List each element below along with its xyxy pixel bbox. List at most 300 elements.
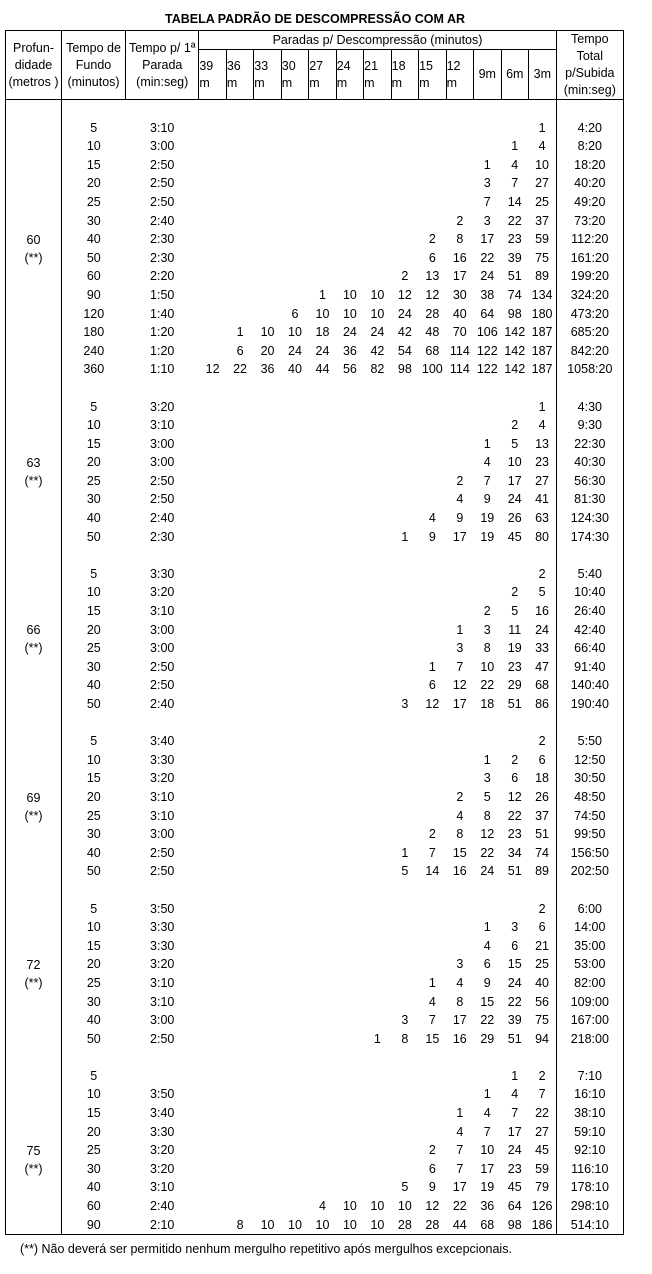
stop-cell bbox=[199, 639, 226, 658]
stop-cell bbox=[309, 119, 336, 138]
stop-cell: 24 bbox=[342, 325, 357, 340]
table-row bbox=[6, 174, 624, 193]
stop-cell: 1 bbox=[456, 622, 464, 637]
depth-cell bbox=[6, 119, 62, 138]
stop-cell: 5 bbox=[401, 864, 409, 879]
stop-cell bbox=[254, 193, 281, 212]
stop-cell: 56 bbox=[535, 994, 550, 1009]
table-row bbox=[6, 695, 624, 714]
stop-cell bbox=[254, 156, 281, 175]
stop-cell: 10 bbox=[254, 1216, 281, 1235]
stop-cell bbox=[336, 249, 363, 268]
header-total-ascent: Tempo Total p/Subida (min:seg) bbox=[556, 31, 623, 100]
first-stop-cell: 3:50 bbox=[150, 1087, 175, 1102]
stop-cell: 51 bbox=[507, 864, 522, 879]
first-stop-cell: 3:00 bbox=[150, 139, 175, 154]
table-row bbox=[6, 862, 624, 881]
stop-cell: 3 bbox=[456, 957, 464, 972]
stop-cell bbox=[254, 639, 281, 658]
stop-cell: 1 bbox=[483, 752, 491, 767]
bottom-time-cell: 50 bbox=[86, 250, 101, 265]
stop-cell: 5 bbox=[401, 1180, 409, 1195]
stop-cell bbox=[336, 1030, 363, 1049]
total-time-cell: 842:20 bbox=[556, 342, 623, 361]
table-row bbox=[6, 993, 624, 1012]
stop-cell: 10 bbox=[397, 1199, 412, 1214]
stop-cell bbox=[391, 212, 418, 231]
stop-cell: 187 bbox=[531, 343, 553, 358]
stop-cell bbox=[309, 267, 336, 286]
bottom-time-cell: 90 bbox=[86, 287, 101, 302]
stop-cell: 187 bbox=[531, 325, 553, 340]
stop-cell: 27 bbox=[535, 473, 550, 488]
stop-cell bbox=[336, 435, 363, 454]
stop-cell bbox=[226, 565, 253, 584]
stop-cell bbox=[419, 788, 446, 807]
stop-cell: 24 bbox=[480, 864, 495, 879]
stop-cell bbox=[309, 807, 336, 826]
stop-cell bbox=[391, 900, 418, 919]
stop-cell bbox=[199, 1216, 226, 1235]
stop-cell: 14 bbox=[425, 864, 440, 879]
stop-cell bbox=[254, 286, 281, 305]
table-row bbox=[6, 918, 624, 937]
total-time-cell: 10:40 bbox=[556, 583, 623, 602]
stop-cell: 17 bbox=[507, 473, 522, 488]
stop-cell bbox=[309, 955, 336, 974]
stop-cell bbox=[199, 1197, 226, 1216]
total-time-cell: 473:20 bbox=[556, 305, 623, 324]
stop-cell bbox=[309, 751, 336, 770]
stop-cell: 48 bbox=[425, 325, 440, 340]
stop-cell bbox=[446, 1085, 473, 1104]
stop-cell bbox=[364, 1067, 391, 1086]
stop-cell bbox=[309, 249, 336, 268]
stop-cell bbox=[391, 398, 418, 417]
stop-cell bbox=[254, 1141, 281, 1160]
stop-cell: 74 bbox=[535, 845, 550, 860]
bottom-time-cell: 15 bbox=[86, 938, 101, 953]
table-row bbox=[6, 360, 624, 379]
table-header bbox=[6, 31, 624, 100]
first-stop-cell: 1:20 bbox=[150, 343, 175, 358]
stop-cell bbox=[419, 807, 446, 826]
group-spacer bbox=[6, 714, 624, 733]
stop-cell: 10 bbox=[342, 1199, 357, 1214]
bottom-time-cell: 50 bbox=[86, 529, 101, 544]
stop-cell: 8 bbox=[483, 641, 491, 656]
bottom-time-cell: 25 bbox=[86, 808, 101, 823]
stop-cell bbox=[199, 955, 226, 974]
stop-cell: 68 bbox=[474, 1216, 501, 1235]
stop-cell: 1 bbox=[456, 1106, 464, 1121]
stop-cell bbox=[419, 918, 446, 937]
stop-cell: 82 bbox=[370, 362, 385, 377]
bottom-time-cell: 5 bbox=[90, 1068, 98, 1083]
total-time-cell: 1058:20 bbox=[556, 360, 623, 379]
stop-cell bbox=[226, 844, 253, 863]
stop-cell: 63 bbox=[535, 511, 550, 526]
stop-cell bbox=[254, 658, 281, 677]
stop-cell bbox=[254, 1178, 281, 1197]
stop-cell bbox=[446, 583, 473, 602]
bottom-time-cell: 10 bbox=[86, 752, 101, 767]
depth-value: 75 bbox=[26, 1143, 41, 1158]
stop-cell bbox=[281, 1197, 308, 1216]
depth-cell bbox=[6, 1011, 62, 1030]
stop-cell bbox=[446, 193, 473, 212]
stop-cell: 6 bbox=[428, 678, 436, 693]
stop-cell bbox=[391, 788, 418, 807]
stop-cell: 40 bbox=[288, 362, 302, 377]
stop-cell: 64 bbox=[480, 306, 495, 321]
stop-cell: 4 bbox=[511, 157, 519, 172]
stop-cell bbox=[364, 453, 391, 472]
stop-cell bbox=[309, 788, 336, 807]
stop-cell bbox=[364, 1141, 391, 1160]
stop-cell bbox=[391, 416, 418, 435]
depth-value: 66 bbox=[26, 623, 41, 638]
stop-cell: 16 bbox=[452, 250, 467, 265]
stop-cell: 7 bbox=[511, 176, 519, 191]
stop-cell: 2 bbox=[511, 585, 519, 600]
stop-cell bbox=[309, 937, 336, 956]
depth-note: (**) bbox=[24, 641, 43, 656]
total-time-cell: 91:40 bbox=[556, 658, 623, 677]
stop-cell bbox=[446, 174, 473, 193]
table-row bbox=[6, 193, 624, 212]
stop-cell bbox=[226, 528, 253, 547]
depth-label bbox=[6, 955, 62, 992]
stop-cell bbox=[336, 695, 363, 714]
stop-cell: 2 bbox=[511, 752, 519, 767]
stop-cell bbox=[226, 286, 253, 305]
stop-cell: 1 bbox=[483, 920, 491, 935]
stop-cell: 8 bbox=[226, 1216, 253, 1235]
stop-cell: 19 bbox=[480, 529, 495, 544]
stop-cell bbox=[281, 621, 308, 640]
stop-cell: 9 bbox=[428, 1180, 436, 1195]
table-row bbox=[6, 1197, 624, 1216]
stop-cell bbox=[281, 267, 308, 286]
stop-cell bbox=[309, 528, 336, 547]
stop-cell: 6 bbox=[511, 771, 519, 786]
stop-cell bbox=[364, 212, 391, 231]
bottom-time-cell: 10 bbox=[86, 139, 101, 154]
stop-cell bbox=[309, 844, 336, 863]
total-time-cell: 218:00 bbox=[556, 1030, 623, 1049]
stop-cell bbox=[391, 1085, 418, 1104]
depth-cell bbox=[6, 509, 62, 528]
stop-cell bbox=[199, 156, 226, 175]
stop-cell bbox=[281, 825, 308, 844]
stop-cell: 39 bbox=[507, 1013, 522, 1028]
stop-cell: 10 bbox=[370, 287, 385, 302]
stop-cell: 20 bbox=[260, 343, 275, 358]
stop-cell: 40 bbox=[452, 306, 467, 321]
depth-label bbox=[6, 230, 62, 267]
stop-cell: 23 bbox=[507, 1161, 522, 1176]
stop-cell bbox=[419, 490, 446, 509]
bottom-time-cell: 20 bbox=[86, 1124, 101, 1139]
stop-cell bbox=[336, 732, 363, 751]
stop-cell bbox=[336, 174, 363, 193]
stop-cell: 22 bbox=[480, 845, 495, 860]
bottom-time-cell: 25 bbox=[86, 194, 101, 209]
stop-cell: 7 bbox=[428, 845, 436, 860]
stop-cell bbox=[254, 732, 281, 751]
stop-cell bbox=[419, 416, 446, 435]
stop-cell bbox=[364, 788, 391, 807]
stop-cell: 12 bbox=[397, 287, 412, 302]
stop-cell bbox=[281, 1104, 308, 1123]
stop-cell: 22 bbox=[480, 250, 495, 265]
stop-cell bbox=[281, 732, 308, 751]
stop-cell: 17 bbox=[452, 269, 467, 284]
stop-cell bbox=[199, 1067, 226, 1086]
stop-cell bbox=[391, 583, 418, 602]
stop-cell: 70 bbox=[452, 325, 467, 340]
stop-cell: 22 bbox=[452, 1199, 467, 1214]
stop-cell: 51 bbox=[507, 269, 522, 284]
bottom-time-cell: 20 bbox=[86, 455, 101, 470]
stop-cell: 28 bbox=[391, 1216, 418, 1235]
stop-cell bbox=[199, 565, 226, 584]
total-time-cell: 5:50 bbox=[556, 732, 623, 751]
total-time-cell: 40:30 bbox=[556, 453, 623, 472]
stop-cell bbox=[254, 788, 281, 807]
stop-cell bbox=[419, 119, 446, 138]
stop-cell bbox=[364, 955, 391, 974]
first-stop-cell: 3:10 bbox=[150, 789, 175, 804]
stop-cell bbox=[364, 937, 391, 956]
bottom-time-cell: 30 bbox=[86, 492, 101, 507]
stop-cell: 2 bbox=[428, 1143, 436, 1158]
stop-cell bbox=[281, 639, 308, 658]
stop-cell: 8 bbox=[483, 808, 491, 823]
stop-cell: 10 bbox=[480, 659, 495, 674]
stop-cell bbox=[309, 1067, 336, 1086]
stop-cell bbox=[199, 323, 226, 342]
stop-cell bbox=[199, 528, 226, 547]
stop-cell bbox=[391, 732, 418, 751]
stop-cell bbox=[254, 509, 281, 528]
stop-cell bbox=[336, 993, 363, 1012]
stop-cell bbox=[281, 583, 308, 602]
stop-cell: 6 bbox=[428, 250, 436, 265]
stop-cell bbox=[336, 918, 363, 937]
stop-cell bbox=[309, 583, 336, 602]
stop-cell bbox=[199, 267, 226, 286]
stop-cell: 1 bbox=[236, 325, 244, 340]
stop-cell: 134 bbox=[531, 287, 553, 302]
stop-cell bbox=[281, 955, 308, 974]
stop-cell: 56 bbox=[342, 362, 357, 377]
depth-cell bbox=[6, 1067, 62, 1086]
stop-cell bbox=[391, 769, 418, 788]
depth-cell bbox=[6, 1197, 62, 1216]
stop-cell bbox=[474, 119, 501, 138]
stop-cell bbox=[336, 230, 363, 249]
stop-cell: 1 bbox=[483, 157, 491, 172]
stop-cell: 100 bbox=[421, 362, 443, 377]
stop-cell bbox=[281, 974, 308, 993]
stop-cell bbox=[364, 230, 391, 249]
depth-value: 72 bbox=[26, 957, 41, 972]
table-row bbox=[6, 769, 624, 788]
stop-cell: 24 bbox=[507, 975, 522, 990]
stop-cell bbox=[199, 732, 226, 751]
stop-cell bbox=[254, 751, 281, 770]
header-stop-col: 39 m bbox=[199, 50, 226, 100]
stop-cell bbox=[254, 900, 281, 919]
total-time-cell: 12:50 bbox=[556, 751, 623, 770]
stop-cell bbox=[336, 1067, 363, 1086]
depth-cell bbox=[6, 1178, 62, 1197]
header-stop-col: 18 m bbox=[391, 50, 418, 100]
stop-cell bbox=[309, 900, 336, 919]
stop-cell bbox=[336, 119, 363, 138]
stop-cell: 16 bbox=[535, 604, 550, 619]
stop-cell bbox=[309, 435, 336, 454]
stop-cell: 142 bbox=[504, 362, 526, 377]
bottom-time-cell: 240 bbox=[83, 343, 105, 358]
stop-cell: 3 bbox=[483, 176, 491, 191]
bottom-time-cell: 120 bbox=[83, 306, 105, 321]
stop-cell: 114 bbox=[449, 362, 470, 377]
stop-cell bbox=[364, 900, 391, 919]
stop-cell bbox=[226, 788, 253, 807]
stop-cell bbox=[336, 937, 363, 956]
stop-cell bbox=[474, 583, 501, 602]
bottom-time-cell: 10 bbox=[86, 585, 101, 600]
table-row bbox=[6, 1067, 624, 1086]
total-time-cell: 92:10 bbox=[556, 1141, 623, 1160]
stop-cell bbox=[474, 1067, 501, 1086]
stop-cell bbox=[226, 937, 253, 956]
stop-cell bbox=[281, 453, 308, 472]
first-stop-cell: 1:50 bbox=[150, 287, 175, 302]
stop-cell: 22 bbox=[507, 808, 522, 823]
stop-cell: 22 bbox=[507, 213, 522, 228]
stop-cell bbox=[391, 918, 418, 937]
first-stop-cell: 2:50 bbox=[150, 157, 175, 172]
stop-cell: 75 bbox=[535, 1013, 550, 1028]
stop-cell bbox=[446, 918, 473, 937]
total-time-cell: 35:00 bbox=[556, 937, 623, 956]
stop-cell: 1 bbox=[483, 436, 491, 451]
depth-cell bbox=[6, 1085, 62, 1104]
first-stop-cell: 3:00 bbox=[150, 622, 175, 637]
stop-cell: 6 bbox=[538, 920, 546, 935]
table-row bbox=[6, 323, 624, 342]
total-time-cell: 109:00 bbox=[556, 993, 623, 1012]
first-stop-cell: 2:50 bbox=[150, 176, 175, 191]
stop-cell: 26 bbox=[507, 511, 522, 526]
stop-cell: 1 bbox=[318, 287, 326, 302]
stop-cell: 25 bbox=[535, 194, 550, 209]
bottom-time-cell: 15 bbox=[86, 604, 101, 619]
stop-cell: 7 bbox=[483, 1124, 491, 1139]
stop-cell bbox=[254, 937, 281, 956]
stop-cell bbox=[364, 174, 391, 193]
stop-cell: 13 bbox=[425, 269, 440, 284]
stop-cell bbox=[199, 1085, 226, 1104]
depth-cell bbox=[6, 732, 62, 751]
first-stop-cell: 3:00 bbox=[150, 827, 175, 842]
stop-cell bbox=[226, 398, 253, 417]
stop-cell: 86 bbox=[535, 697, 550, 711]
stop-cell bbox=[226, 472, 253, 491]
first-stop-cell: 3:20 bbox=[150, 585, 175, 600]
stop-cell bbox=[199, 769, 226, 788]
stop-cell bbox=[199, 1178, 226, 1197]
stop-cell: 24 bbox=[507, 1143, 522, 1158]
stop-cell: 37 bbox=[535, 808, 550, 823]
stop-cell bbox=[446, 937, 473, 956]
stop-cell bbox=[309, 230, 336, 249]
table-row bbox=[6, 453, 624, 472]
stop-cell bbox=[309, 398, 336, 417]
stop-cell bbox=[281, 695, 308, 714]
table-row bbox=[6, 119, 624, 138]
stop-cell: 10 bbox=[281, 1216, 308, 1235]
stop-cell bbox=[419, 174, 446, 193]
stop-cell bbox=[391, 230, 418, 249]
stop-cell: 4 bbox=[511, 1087, 519, 1102]
stop-cell: 4 bbox=[456, 1124, 464, 1139]
stop-cell: 1 bbox=[428, 975, 436, 990]
stop-cell bbox=[199, 249, 226, 268]
stop-cell bbox=[199, 398, 226, 417]
stop-cell bbox=[199, 1030, 226, 1049]
stop-cell bbox=[199, 844, 226, 863]
depth-cell bbox=[6, 360, 62, 379]
depth-cell bbox=[6, 490, 62, 509]
stop-cell bbox=[254, 1085, 281, 1104]
stop-cell bbox=[309, 1085, 336, 1104]
stop-cell: 12 bbox=[205, 362, 220, 377]
bottom-time-cell: 30 bbox=[86, 994, 101, 1009]
table-row bbox=[6, 305, 624, 324]
stop-cell: 6 bbox=[428, 1161, 436, 1176]
header-first-stop-time: Tempo p/ 1ª Parada (min:seg) bbox=[126, 31, 199, 100]
stop-cell bbox=[281, 658, 308, 677]
stop-cell bbox=[364, 398, 391, 417]
first-stop-cell: 3:20 bbox=[150, 771, 175, 786]
stop-cell: 36 bbox=[480, 1199, 495, 1214]
bottom-time-cell: 20 bbox=[86, 789, 101, 804]
stop-cell bbox=[336, 602, 363, 621]
stop-cell: 45 bbox=[507, 1180, 522, 1195]
stop-cell bbox=[391, 472, 418, 491]
stop-cell: 4 bbox=[538, 139, 546, 154]
table-row bbox=[6, 435, 624, 454]
stop-cell bbox=[364, 732, 391, 751]
stop-cell: 37 bbox=[535, 213, 550, 228]
header-stop-col: 21 m bbox=[364, 50, 391, 100]
stop-cell bbox=[281, 807, 308, 826]
depth-cell bbox=[6, 844, 62, 863]
depth-cell bbox=[6, 937, 62, 956]
first-stop-cell: 3:10 bbox=[150, 1180, 175, 1195]
total-time-cell: 22:30 bbox=[556, 435, 623, 454]
header-stop-col: 12 m bbox=[446, 50, 473, 100]
stop-cell bbox=[309, 639, 336, 658]
depth-cell bbox=[6, 583, 62, 602]
stop-cell bbox=[199, 490, 226, 509]
stop-cell bbox=[254, 974, 281, 993]
